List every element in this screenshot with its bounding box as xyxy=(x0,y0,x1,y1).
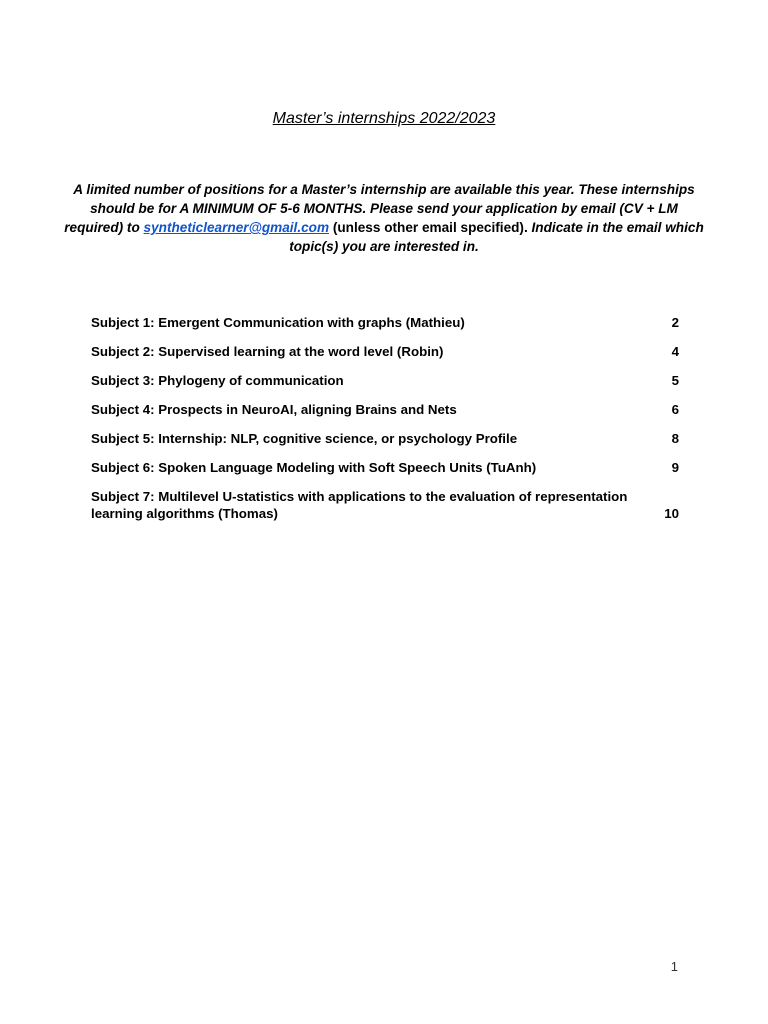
page-title: Master’s internships 2022/2023 xyxy=(272,110,496,127)
table-of-contents xyxy=(91,314,679,534)
toc-item-subject-3[interactable] xyxy=(91,372,679,389)
email-link[interactable]: syntheticlearner@gmail.com xyxy=(143,220,330,235)
toc-item-subject-6[interactable] xyxy=(91,459,679,476)
toc-item-page: 8 xyxy=(671,431,679,446)
toc-item-page: 2 xyxy=(671,315,679,330)
toc-item-subject-5[interactable] xyxy=(91,430,679,447)
toc-item-label: Subject 6: Spoken Language Modeling with Soft Speech Units (TuAnh) xyxy=(91,460,537,475)
toc-item-page: 9 xyxy=(671,460,679,475)
intro-paragraph xyxy=(60,180,708,256)
toc-item-page: 4 xyxy=(671,344,679,359)
toc-item-page: 5 xyxy=(671,373,679,388)
toc-item-label: Subject 1: Emergent Communication with graphs (Mathieu) xyxy=(91,315,465,330)
toc-item-label: Subject 4: Prospects in NeuroAI, aligning Brains and Nets xyxy=(91,402,457,417)
intro-text-1: A limited number of positions for a Master’s internship are available this year. These internships should be for xyxy=(73,182,695,216)
toc-item-subject-1[interactable] xyxy=(91,314,679,331)
intro-text-2: . Please send your application by email (CV + LM required) to xyxy=(64,201,678,235)
page-number: 1 xyxy=(670,959,678,974)
toc-item-label: Subject 3: Phylogeny of communication xyxy=(91,373,344,388)
toc-item-label: Subject 7: Multilevel U-statistics with applications to the evaluation of representation learning algorithms (Thomas) xyxy=(91,489,628,521)
intro-emphasis: A MINIMUM OF 5-6 MONTHS xyxy=(179,201,363,216)
toc-item-subject-2[interactable] xyxy=(91,343,679,360)
toc-item-subject-7[interactable] xyxy=(91,488,679,522)
toc-item-page: 10 xyxy=(664,506,679,521)
toc-item-subject-4[interactable] xyxy=(91,401,679,418)
intro-text-3: (unless other email specified). xyxy=(329,220,528,235)
toc-item-label: Subject 2: Supervised learning at the word level (Robin) xyxy=(91,344,444,359)
intro-text-4: Indicate in the email which topic(s) you are interested in. xyxy=(289,220,704,254)
toc-item-label: Subject 5: Internship: NLP, cognitive science, or psychology Profile xyxy=(91,431,518,446)
toc-item-page: 6 xyxy=(671,402,679,417)
